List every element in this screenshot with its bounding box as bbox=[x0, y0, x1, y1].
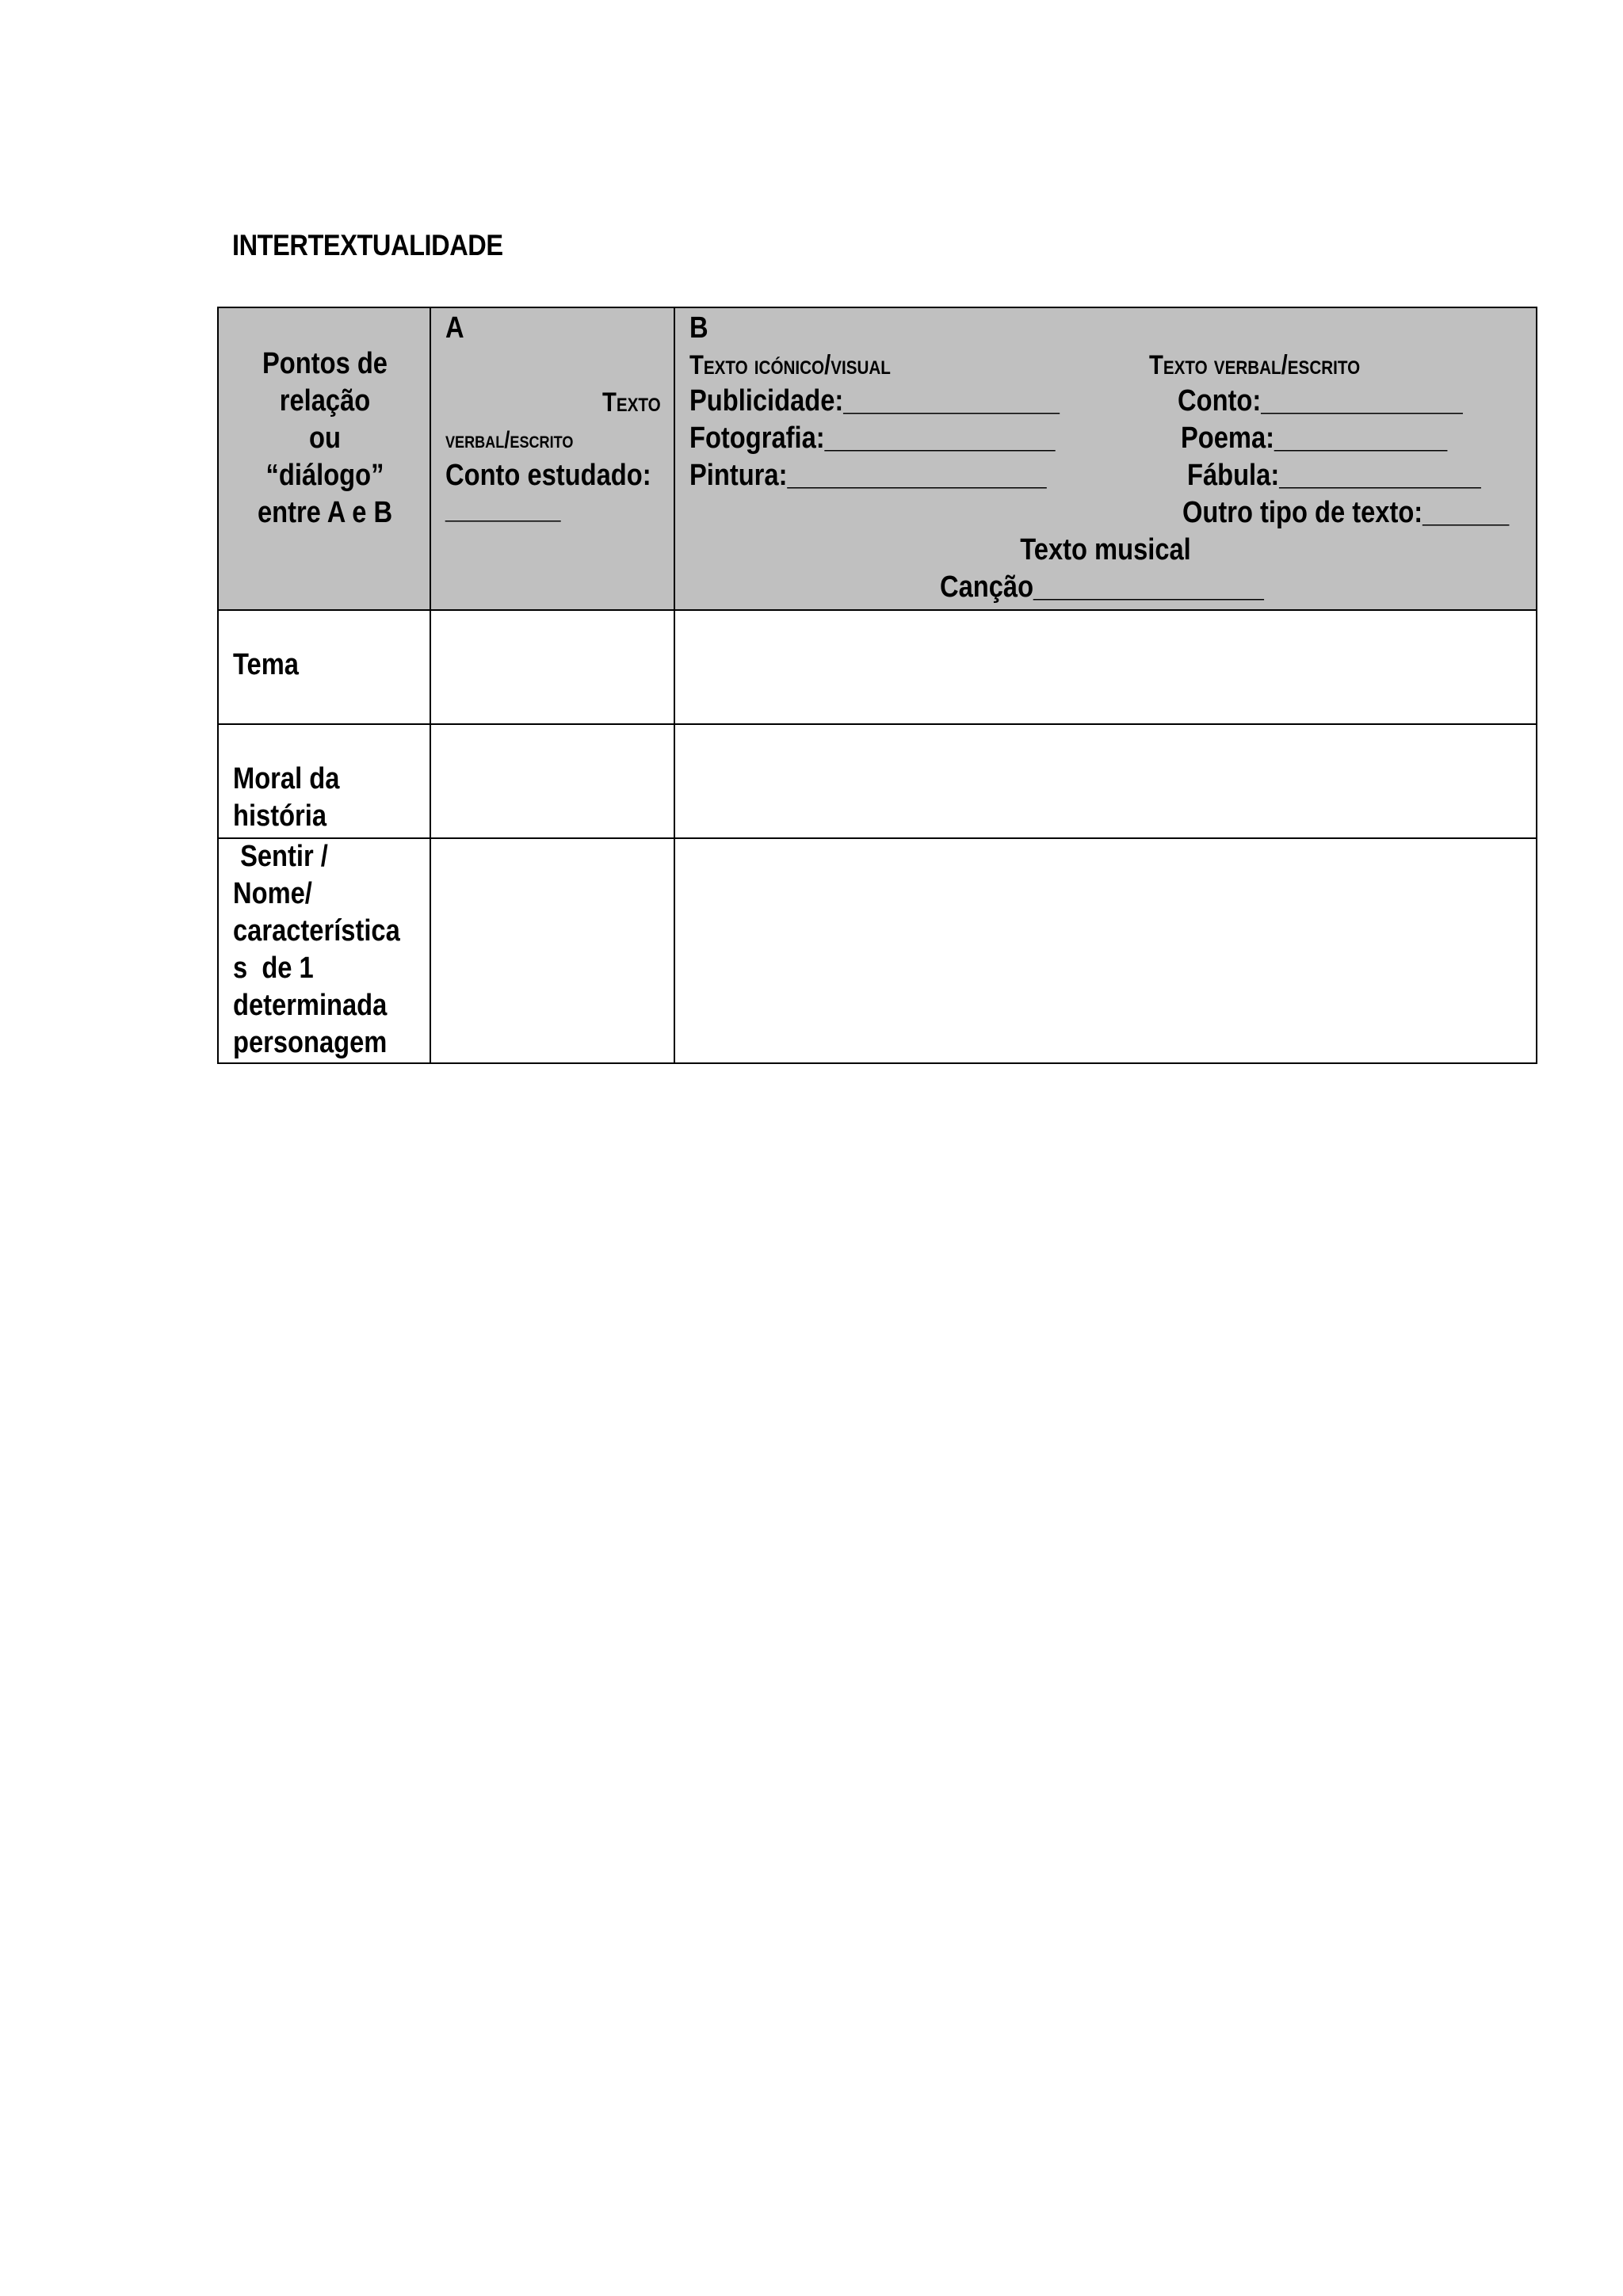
column-divider bbox=[674, 308, 675, 1062]
col-b-verbal-item: Poema:____________ bbox=[1181, 421, 1448, 455]
row-label-line: característica bbox=[233, 914, 400, 948]
row-character-a bbox=[431, 838, 675, 1064]
col-b-verbal-item: Conto:______________ bbox=[1178, 384, 1463, 418]
col-a-studied-label: Conto estudado: bbox=[445, 459, 651, 492]
header-col-b-cell bbox=[675, 308, 1536, 610]
row-character-b bbox=[675, 838, 1536, 1064]
header-points-line: relação bbox=[279, 384, 371, 418]
col-b-letter: B bbox=[689, 311, 708, 345]
col-b-verbal-item: Fábula:______________ bbox=[1187, 459, 1481, 492]
row-label-line: Sentir / bbox=[233, 840, 328, 873]
row-tema-label bbox=[219, 610, 431, 724]
header-points-line: Pontos de bbox=[262, 347, 388, 380]
col-a-type-line2: verbal/escrito bbox=[445, 427, 574, 453]
row-label-line: história bbox=[233, 799, 327, 833]
row-moral-label bbox=[219, 724, 431, 838]
row-moral-b bbox=[675, 724, 1536, 838]
row-divider bbox=[219, 837, 1536, 839]
col-b-musical-heading: Texto musical bbox=[1020, 533, 1191, 566]
row-tema-a bbox=[431, 610, 675, 724]
header-points-cell bbox=[219, 308, 431, 610]
row-label-line: Moral da bbox=[233, 762, 340, 795]
col-a-studied-blank: ________ bbox=[445, 492, 561, 525]
row-label-line: Tema bbox=[233, 648, 299, 681]
row-divider bbox=[219, 609, 1536, 611]
row-tema-b bbox=[675, 610, 1536, 724]
row-label-line: personagem bbox=[233, 1026, 388, 1059]
row-label-line: determinada bbox=[233, 989, 388, 1022]
page-title: INTERTEXTUALIDADE bbox=[232, 229, 503, 261]
col-b-visual-heading: Texto icónico/visual bbox=[689, 350, 891, 380]
header-col-a-cell bbox=[431, 308, 675, 610]
col-b-visual-item: Publicidade:_______________ bbox=[689, 384, 1060, 418]
row-moral-a bbox=[431, 724, 675, 838]
intertextuality-table bbox=[217, 307, 1537, 1064]
col-b-verbal-item: Outro tipo de texto:______ bbox=[1182, 496, 1510, 529]
header-points-line: ou bbox=[309, 421, 341, 455]
col-a-letter: A bbox=[445, 311, 464, 345]
col-b-visual-item: Pintura:__________________ bbox=[689, 459, 1047, 492]
header-points-line: “diálogo” bbox=[265, 459, 384, 492]
column-divider bbox=[430, 308, 431, 1062]
col-b-verbal-heading: Texto verbal/escrito bbox=[1149, 350, 1361, 380]
col-b-visual-item: Fotografia:________________ bbox=[689, 421, 1056, 455]
col-a-type-line1: Texto bbox=[602, 387, 661, 418]
header-points-line: entre A e B bbox=[257, 496, 393, 529]
row-divider bbox=[219, 723, 1536, 725]
col-b-song-item: Canção________________ bbox=[940, 570, 1264, 604]
row-label-line: Nome/ bbox=[233, 877, 312, 910]
row-character-label bbox=[219, 838, 431, 1064]
row-label-line: s de 1 bbox=[233, 952, 314, 985]
